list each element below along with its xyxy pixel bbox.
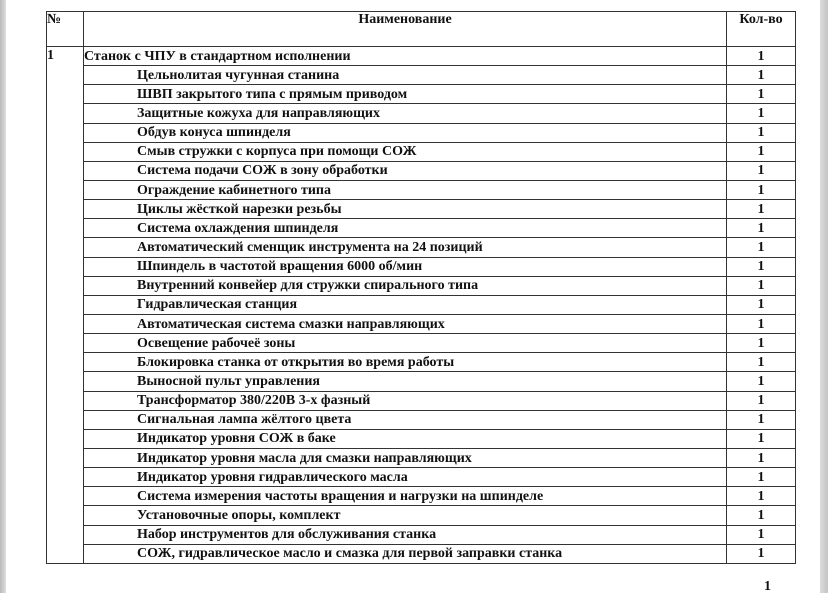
table-row: [47, 372, 796, 391]
item-quantity: 1: [727, 372, 796, 391]
table-row: [47, 66, 796, 85]
item-quantity: 1: [727, 410, 796, 429]
item-quantity: 1: [727, 161, 796, 180]
table-row: [47, 104, 796, 123]
page-number: 1: [764, 579, 771, 594]
table-row: [47, 353, 796, 372]
item-quantity: 1: [727, 123, 796, 142]
header-number: №: [47, 12, 84, 47]
item-name: Смыв стружки с корпуса при помощи СОЖ: [84, 142, 727, 161]
header-name: Наименование: [84, 12, 727, 47]
table-row: [47, 276, 796, 295]
item-name: Автоматический сменщик инструмента на 24 позиций: [84, 238, 727, 257]
table-row: [47, 391, 796, 410]
item-name: Индикатор уровня гидравлического масла: [84, 468, 727, 487]
item-name: СОЖ, гидравлическое масло и смазка для первой заправки станка: [84, 544, 727, 563]
item-name: Система охлаждения шпинделя: [84, 219, 727, 238]
item-name: Освещение рабочеё зоны: [84, 334, 727, 353]
table-row: [47, 314, 796, 333]
item-quantity: 1: [727, 334, 796, 353]
item-name: Система измерения частоты вращения и нагрузки на шпинделе: [84, 487, 727, 506]
viewer-left-margin: [0, 0, 6, 593]
header-quantity: Кол-во: [727, 12, 796, 47]
item-quantity: 1: [727, 353, 796, 372]
item-name: Цельнолитая чугунная станина: [84, 66, 727, 85]
item-quantity: 1: [727, 257, 796, 276]
item-quantity: 1: [727, 391, 796, 410]
item-name: Циклы жёсткой нарезки резьбы: [84, 200, 727, 219]
item-quantity: 1: [727, 142, 796, 161]
item-quantity: 1: [727, 525, 796, 544]
table-row: [47, 238, 796, 257]
item-name: Обдув конуса шпинделя: [84, 123, 727, 142]
item-quantity: 1: [727, 276, 796, 295]
item-quantity: 1: [727, 295, 796, 314]
item-name-main: Станок с ЧПУ в стандартном исполнении: [84, 47, 727, 66]
item-name: Ограждение кабинетного типа: [84, 180, 727, 199]
table-row: [47, 429, 796, 448]
item-quantity: 1: [727, 66, 796, 85]
table-row: [47, 257, 796, 276]
table-row: [47, 487, 796, 506]
table-row: [47, 142, 796, 161]
table-header-row: [47, 12, 796, 47]
item-quantity: 1: [727, 104, 796, 123]
table-row: [47, 180, 796, 199]
item-name: Внутренний конвейер для стружки спирального типа: [84, 276, 727, 295]
item-quantity: 1: [727, 238, 796, 257]
item-name: Автоматическая система смазки направляющих: [84, 314, 727, 333]
item-quantity: 1: [727, 506, 796, 525]
item-name: Гидравлическая станция: [84, 295, 727, 314]
item-name: Индикатор уровня СОЖ в баке: [84, 429, 727, 448]
table-row: [47, 47, 796, 66]
table-row: [47, 410, 796, 429]
item-name: Система подачи СОЖ в зону обработки: [84, 161, 727, 180]
item-name: Защитные кожуха для направляющих: [84, 104, 727, 123]
item-quantity: 1: [727, 487, 796, 506]
item-quantity: 1: [727, 219, 796, 238]
table-row: [47, 161, 796, 180]
row-number: 1: [47, 47, 84, 564]
item-quantity: 1: [727, 180, 796, 199]
item-quantity: 1: [727, 200, 796, 219]
item-quantity: 1: [727, 468, 796, 487]
table-row: [47, 219, 796, 238]
item-quantity: 1: [727, 314, 796, 333]
item-name: Трансформатор 380/220В 3-х фазный: [84, 391, 727, 410]
item-name: Набор инструментов для обслуживания станка: [84, 525, 727, 544]
viewer-right-margin: [820, 0, 828, 593]
item-name: Блокировка станка от открытия во время работы: [84, 353, 727, 372]
table-row: [47, 85, 796, 104]
table-row: [47, 334, 796, 353]
item-quantity: 1: [727, 47, 796, 66]
item-name: Шпиндель в частотой вращения 6000 об/мин: [84, 257, 727, 276]
table-row: [47, 200, 796, 219]
item-name: ШВП закрытого типа с прямым приводом: [84, 85, 727, 104]
equipment-spec-table: [46, 11, 796, 564]
item-quantity: 1: [727, 85, 796, 104]
item-name: Сигнальная лампа жёлтого цвета: [84, 410, 727, 429]
table-row: [47, 544, 796, 563]
table-row: [47, 123, 796, 142]
table-row: [47, 525, 796, 544]
item-quantity: 1: [727, 448, 796, 467]
table-row: [47, 468, 796, 487]
table-row: [47, 448, 796, 467]
item-name: Выносной пульт управления: [84, 372, 727, 391]
item-quantity: 1: [727, 544, 796, 563]
item-quantity: 1: [727, 429, 796, 448]
item-name: Установочные опоры, комплект: [84, 506, 727, 525]
item-name: Индикатор уровня масла для смазки направляющих: [84, 448, 727, 467]
table-row: [47, 295, 796, 314]
table-row: [47, 506, 796, 525]
